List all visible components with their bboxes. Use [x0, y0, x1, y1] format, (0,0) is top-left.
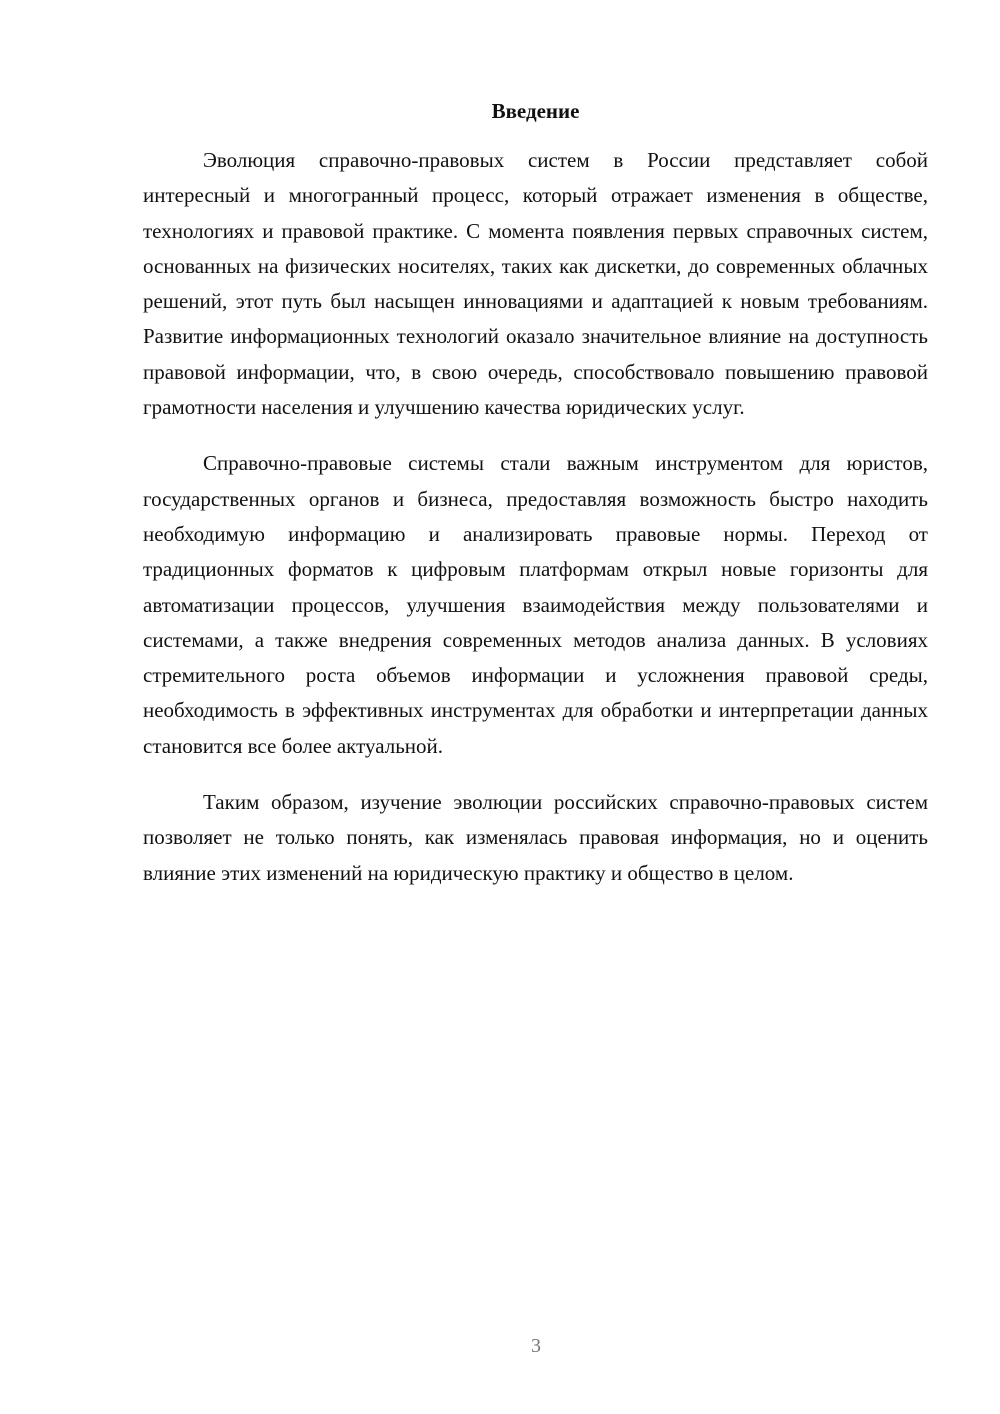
paragraph-2: Справочно-правовые системы стали важным инструментом для юристов, государственных органов и бизнеса, предоставляя возможность быстро находить необходимую информацию и анализировать правовые нормы. Переход от традиционных форматов к цифровым платформам открыл новые горизонты для автоматизации процессов, улучшения взаимодействия между пользователями и системами, а также внедрения современных методов анализа данных. В условиях стремительного роста объемов информации и усложнения правовой среды, необходимость в эффективных инструментах для обработки и интерпретации данных становится все более актуальной.	[143, 451, 928, 758]
section-title: Введение	[491, 99, 580, 123]
paragraph-1: Эволюция справочно-правовых систем в России представляет собой интересный и многогранный процесс, который отражает изменения в обществе, технологиях и правовой практике. С момента появления первых справочных систем, основанных на физических носителях, таких как дискетки, до современных облачных решений, этот путь был насыщен инновациями и адаптацией к новым требованиям. Развитие информационных технологий оказало значительное влияние на доступность правовой информации, что, в свою очередь, способствовало повышению правовой грамотности населения и улучшению качества юридических услуг.	[143, 148, 928, 420]
page-number: 3	[531, 1335, 541, 1357]
document-body	[143, 94, 928, 912]
paragraph-3: Таким образом, изучение эволюции российских справочно-правовых систем позволяет не только понять, как изменялась правовая информация, но и оценить влияние этих изменений на юридическую практику и общество в целом.	[143, 790, 928, 885]
